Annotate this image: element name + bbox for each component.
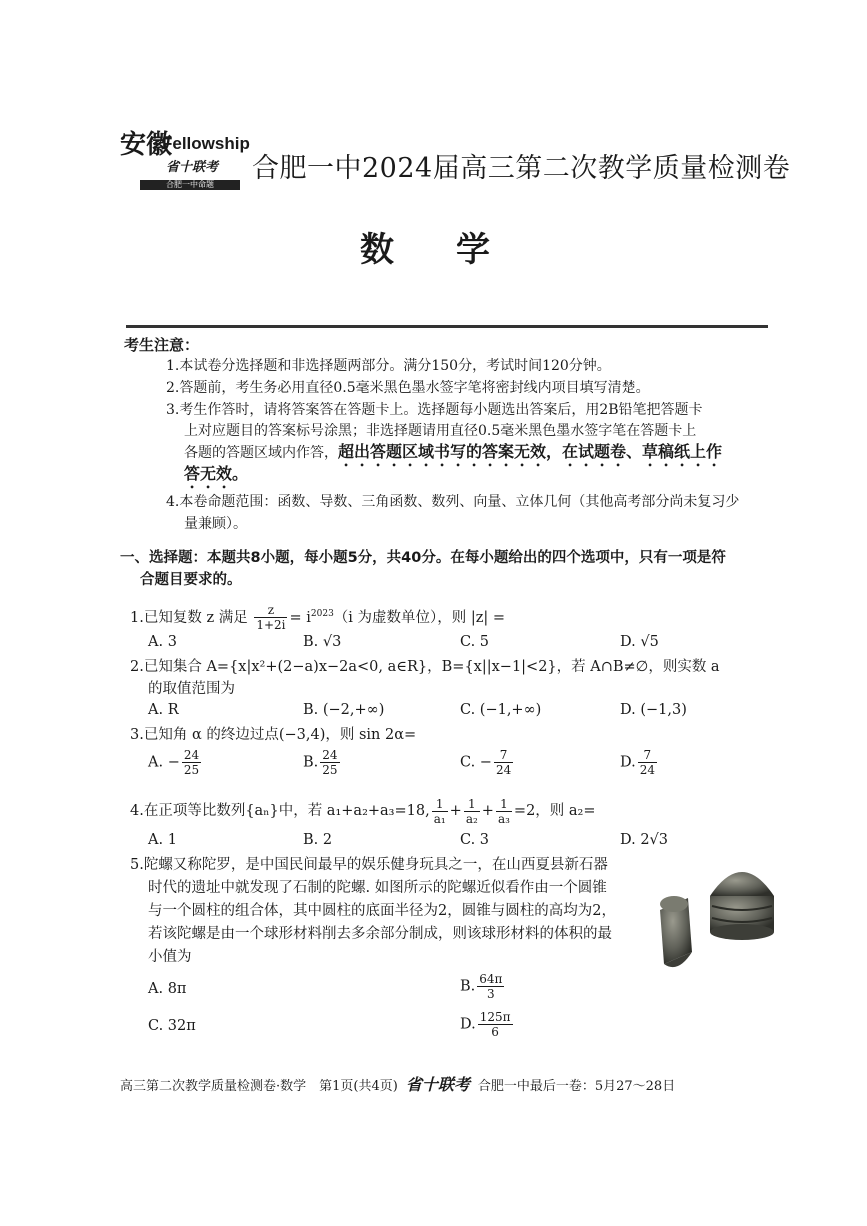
q5-d-prefix: D. [460, 1016, 476, 1033]
q1-frac-den: 1+2i [256, 618, 286, 633]
q4-f2-num: 1 [464, 797, 480, 812]
q3-option-a [148, 748, 203, 777]
q1-option-d: D. √5 [620, 634, 659, 650]
logo-subtitle: 省十联考 [166, 160, 219, 175]
q3-b-frac [320, 748, 339, 777]
q4-option-d: D. 2√3 [620, 832, 669, 848]
q3-a-frac [182, 748, 201, 777]
q4-f2-den: a₂ [465, 811, 478, 826]
q1-text-a: 1.已知复数 z 满足 [130, 609, 248, 626]
q3-b-den: 25 [322, 763, 338, 777]
q1-fraction [254, 603, 287, 632]
q5-b-prefix: B. [460, 978, 476, 995]
q3-option-d [620, 748, 659, 777]
exam-title: 合肥一中2024届高三第二次教学质量检测卷 [252, 153, 791, 184]
q3-c-num: 7 [494, 748, 513, 763]
footer-exam-date: 合肥一中最后一卷：5月27～28日 [477, 1079, 676, 1094]
q3-a-den: 25 [183, 763, 200, 777]
q4-text-b: =2，则 a₂= [513, 803, 596, 819]
question-1-stem [130, 600, 505, 632]
question-2-stem-cont: 的取值范围为 [148, 681, 235, 697]
logo-bar: 合肥一中命题 [140, 180, 240, 190]
q4-frac-2 [464, 797, 480, 826]
q1-text-b: = i [289, 609, 311, 626]
q1-option-a: A. 3 [148, 634, 177, 650]
q3-option-c [460, 748, 515, 777]
question-5-line-5: 小值为 [148, 949, 192, 965]
notice-line-2: 2.答题前，考生务必用直径0.5毫米黑色墨水签字笔将密封线内项目填写清楚。 [166, 380, 650, 396]
logo-glyph: 安徽 [120, 130, 173, 160]
page-footer [120, 1072, 675, 1095]
question-4-stem [130, 796, 596, 826]
question-5-line-4: 若该陀螺是由一个球形材料削去多余部分制成，则该球形材料的体积的最 [148, 926, 612, 942]
q3-b-prefix: B. [303, 754, 319, 771]
q5-b-num: 64π [479, 972, 503, 986]
q4-f3-den: a₃ [497, 811, 510, 826]
q3-d-num: 7 [638, 748, 657, 763]
logo-english: Fellowship [162, 134, 250, 153]
header-divider [126, 325, 768, 328]
question-3-stem: 3.已知角 α 的终边过点(−3,4)，则 sin 2α= [130, 727, 417, 743]
q1-frac-num: z [254, 603, 287, 618]
notice-heading: 考生注意： [124, 336, 200, 354]
notice-line-3: 3.考生作答时，请将答案答在答题卡上。选择题每小题选出答案后，用2B铅笔把答题卡 [166, 402, 703, 418]
footer-page-info: 高三第二次教学质量检测卷·数学 第1页(共4页) [120, 1079, 398, 1094]
notice-emphasis-end: 答无效。 [184, 464, 249, 483]
q3-d-frac [638, 748, 657, 777]
q4-text-a: 4.在正项等比数列{aₙ}中，若 a₁+a₂+a₃=18, [130, 803, 430, 819]
q5-d-frac [478, 1010, 513, 1039]
notice-emphasis: 超出答题区域书写的答案无效，在试题卷、草稿纸上作 [338, 442, 723, 461]
q3-a-prefix: A. − [148, 754, 180, 771]
q3-c-frac [494, 748, 513, 777]
q4-option-c: C. 3 [460, 832, 490, 848]
q1-option-b: B. √3 [303, 634, 342, 650]
q4-f1-num: 1 [432, 797, 448, 812]
q5-d-den: 6 [491, 1025, 499, 1039]
question-2-stem: 2.已知集合 A={x|x²+(2−a)x−2a<0, a∈R}，B={x||x−1|<2}，若 A∩B≠∅，则实数 a [130, 659, 720, 675]
q1-option-c: C. 5 [460, 634, 490, 650]
q2-option-d: D. (−1,3) [620, 702, 687, 718]
question-5-line-1: 5.陀螺又称陀罗，是中国民间最早的娱乐健身玩具之一，在山西夏县新石器 [130, 857, 608, 873]
q5-option-c: C. 32π [148, 1018, 196, 1034]
section-heading-cont: 合题目要求的。 [140, 572, 242, 588]
q5-option-b [460, 972, 506, 1001]
q4-frac-3 [496, 797, 512, 826]
q2-option-a: A. R [148, 702, 179, 718]
q2-option-b: B. (−2,+∞) [303, 702, 385, 718]
subject-title: 数学 [360, 230, 552, 270]
q3-b-num: 24 [322, 748, 338, 762]
q2-option-c: C. (−1,+∞) [460, 702, 542, 718]
notice-line-7: 4.本卷命题范围：函数、导数、三角函数、数列、向量、立体几何（其他高考部分尚未复习少 [166, 494, 740, 510]
q4-frac-1 [432, 797, 448, 826]
notice-line-1: 1.本试卷分选择题和非选择题两部分。满分150分，考试时间120分钟。 [166, 358, 611, 374]
spinning-top-image [652, 852, 778, 972]
q4-f1-den: a₁ [433, 811, 446, 826]
q4-plus-2: + [481, 803, 494, 819]
question-5-line-3: 与一个圆柱的组合体，其中圆柱的底面半径为2，圆锥与圆柱的高均为2， [148, 903, 616, 919]
q5-option-d [460, 1010, 515, 1039]
question-5-line-2: 时代的遗址中就发现了石制的陀螺. 如图所示的陀螺近似看作由一个圆锥 [148, 880, 607, 896]
q4-f3-num: 1 [496, 797, 512, 812]
notice-line-5-normal: 各题的答题区域内作答， [184, 445, 338, 461]
q3-d-den: 24 [639, 763, 655, 777]
q5-option-a: A. 8π [148, 981, 187, 997]
notice-line-6 [184, 464, 248, 492]
notice-line-8: 量兼顾）。 [184, 516, 247, 532]
notice-line-5 [184, 442, 722, 470]
q4-option-a: A. 1 [148, 832, 177, 848]
q5-d-num: 125π [479, 1010, 511, 1024]
notice-line-4: 上对应题目的答案标号涂黑；非选择题请用直径0.5毫米黑色墨水签字笔在答题卡上 [184, 423, 697, 439]
q3-option-b [303, 748, 342, 777]
q3-a-num: 24 [183, 748, 200, 762]
footer-brand: 省十联考 [405, 1075, 470, 1094]
q4-plus-1: + [449, 803, 462, 819]
q4-option-b: B. 2 [303, 832, 333, 848]
q5-b-frac [477, 972, 504, 1001]
q5-b-den: 3 [487, 987, 495, 1001]
q1-text-c: （i 为虚数单位），则 |z| = [333, 609, 506, 626]
logo [120, 130, 250, 194]
section-heading: 一、选择题：本题共8小题，每小题5分，共40分。在每小题给出的四个选项中，只有一项是符 [120, 550, 726, 566]
q1-exponent: 2023 [310, 609, 334, 619]
q3-c-den: 24 [495, 763, 512, 777]
q3-c-prefix: C. − [460, 754, 492, 771]
q3-d-prefix: D. [620, 754, 636, 771]
